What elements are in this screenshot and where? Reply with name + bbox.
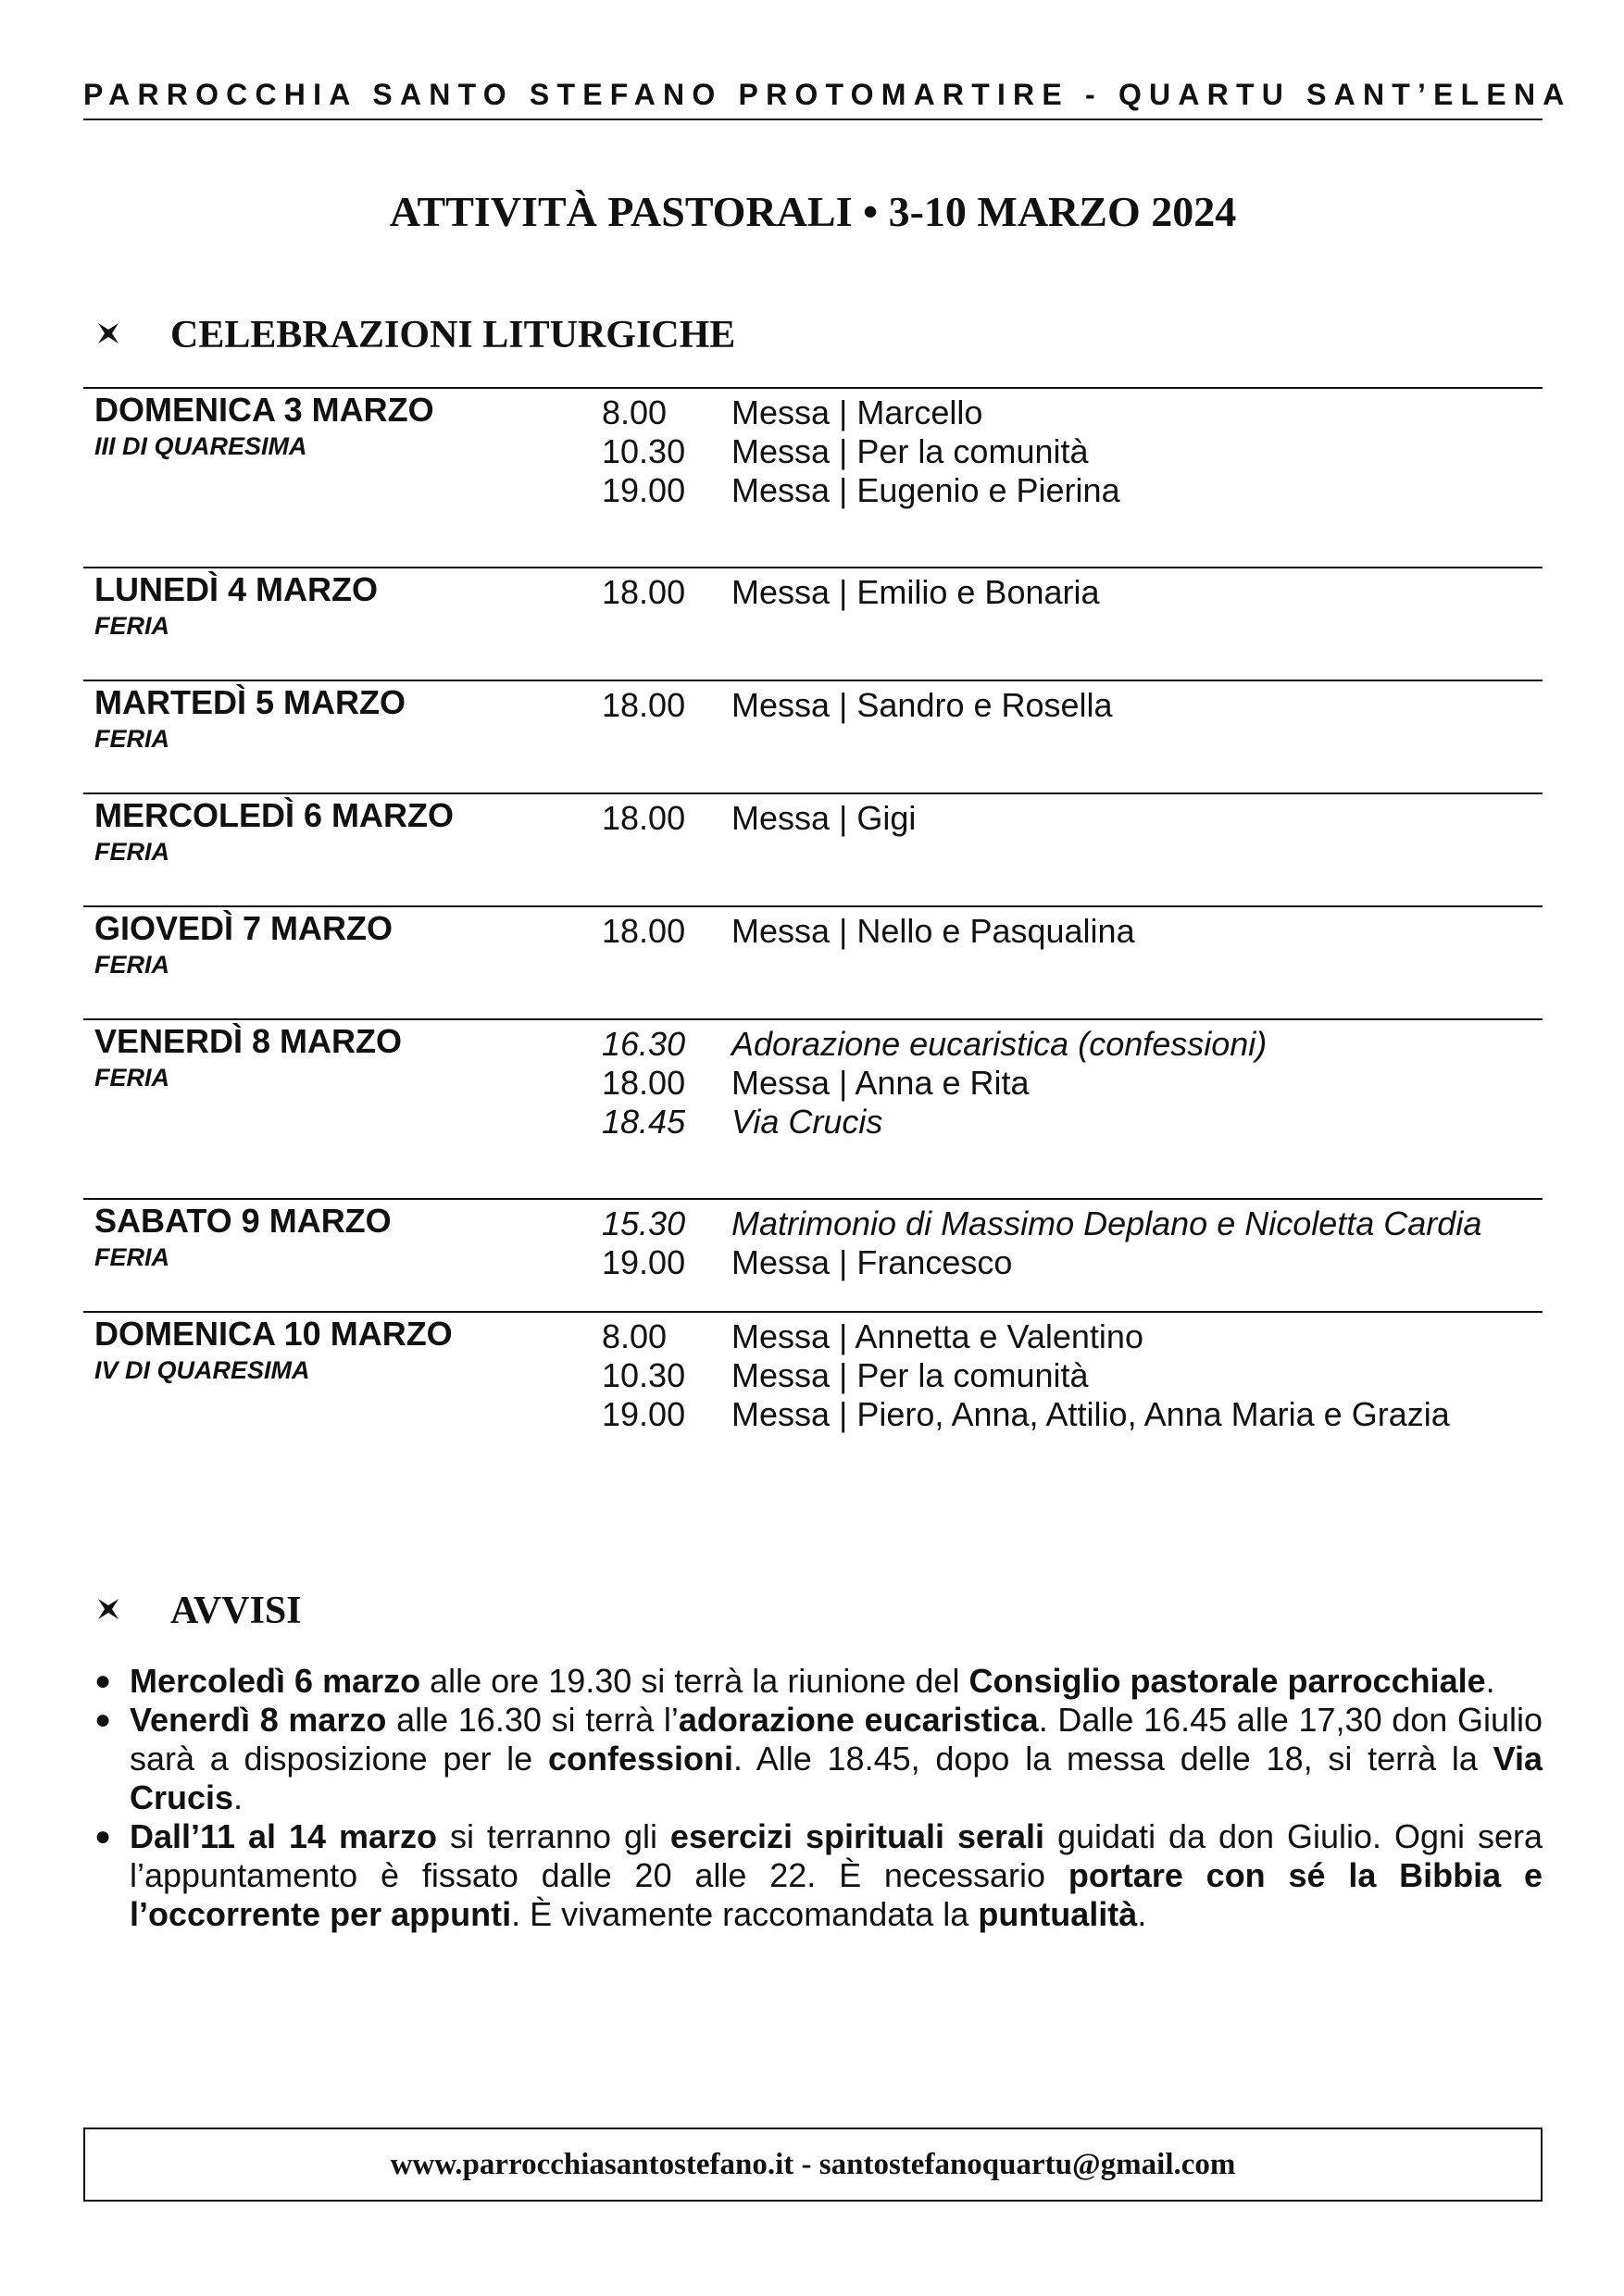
- day-name: LUNEDÌ 4 MARZO: [94, 570, 378, 608]
- notice-text: .: [1485, 1662, 1495, 1700]
- footer-contact: www.parrocchiasantostefano.it - santostefanoquartu@gmail.com: [390, 2147, 1236, 2181]
- notice-emphasis: Dall’11 al 14 marzo: [130, 1817, 438, 1855]
- event-time: 10.30: [602, 1356, 686, 1394]
- event-time: 19.00: [602, 1243, 686, 1281]
- day-name: DOMENICA 10 MARZO: [94, 1315, 453, 1353]
- schedule-event: [83, 1395, 1543, 1434]
- event-time: 19.00: [602, 1395, 686, 1433]
- day-liturgical-note: FERIA: [94, 951, 169, 979]
- schedule-event: [83, 799, 1543, 838]
- event-time: 18.00: [602, 686, 686, 724]
- event-description: Messa | Annetta e Valentino: [731, 1317, 1143, 1355]
- schedule-event: [83, 1356, 1543, 1395]
- schedule-event: [83, 912, 1543, 951]
- day-liturgical-note: FERIA: [94, 1064, 169, 1092]
- schedule-event: [83, 1317, 1543, 1356]
- schedule-day-row: [83, 387, 1543, 509]
- notice-item: [89, 1662, 1543, 1701]
- section-celebrazioni: [96, 313, 735, 357]
- schedule-day-row: [83, 792, 1543, 866]
- cross-pattee-icon: [96, 1597, 124, 1626]
- notice-emphasis: portare con sé la Bibbia e l’occorrente per appunti: [130, 1856, 1543, 1933]
- notice-emphasis: puntualità: [978, 1895, 1138, 1933]
- event-time: 8.00: [602, 393, 668, 431]
- schedule-event: [83, 1204, 1543, 1243]
- event-description: Messa | Sandro e Rosella: [731, 686, 1113, 724]
- header-rule: [83, 119, 1543, 120]
- event-description: Messa | Piero, Anna, Attilio, Anna Maria e Grazia: [731, 1395, 1450, 1433]
- parish-header: PARROCCHIA SANTO STEFANO PROTOMARTIRE - QUARTU SANT’ELENA: [83, 78, 1572, 111]
- event-description: Messa | Per la comunità: [731, 432, 1089, 470]
- event-description: Messa | Marcello: [731, 393, 983, 431]
- event-description: Matrimonio di Massimo Deplano e Nicoletta Cardia: [731, 1204, 1482, 1242]
- schedule-event: [83, 393, 1543, 432]
- day-name: DOMENICA 3 MARZO: [94, 391, 434, 429]
- day-liturgical-note: FERIA: [94, 1243, 169, 1271]
- schedule-day-row: [83, 1018, 1543, 1141]
- event-time: 18.00: [602, 1064, 686, 1102]
- day-name: VENERDÌ 8 MARZO: [94, 1022, 403, 1060]
- day-liturgical-note: FERIA: [94, 838, 169, 866]
- day-liturgical-note: FERIA: [94, 725, 169, 753]
- event-time: 8.00: [602, 1317, 668, 1355]
- event-description: Messa | Nello e Pasqualina: [731, 912, 1135, 950]
- event-time: 18.00: [602, 799, 686, 837]
- notice-text: alle ore 19.30 si terrà la riunione del: [420, 1662, 969, 1700]
- schedule-event: [83, 1064, 1543, 1103]
- bullet-icon: ●: [94, 1704, 112, 1735]
- schedule-event: [83, 471, 1543, 510]
- notice-item: [89, 1817, 1543, 1934]
- day-name: MERCOLEDÌ 6 MARZO: [94, 796, 455, 834]
- notice-text: si terranno gli: [437, 1817, 670, 1855]
- notice-emphasis: Consiglio pastorale parrocchiale: [968, 1662, 1486, 1700]
- day-liturgical-note: IV DI QUARESIMA: [94, 1356, 310, 1384]
- notice-text: . Dalle 16.45 alle 17,30 don Giulio sarà a disposizione per le: [130, 1701, 1543, 1778]
- schedule-day-row: [83, 567, 1543, 640]
- schedule-day-row: [83, 1311, 1543, 1433]
- page-title: ATTIVITÀ PASTORALI • 3-10 MARZO 2024: [389, 188, 1237, 235]
- event-description: Messa | Eugenio e Pierina: [731, 471, 1120, 509]
- schedule-event: [83, 686, 1543, 725]
- day-liturgical-note: FERIA: [94, 612, 169, 640]
- day-name: GIOVEDÌ 7 MARZO: [94, 909, 394, 947]
- bullet-icon: ●: [94, 1666, 112, 1696]
- notice-text: . Alle 18.45, dopo la messa delle 18, si terrà la: [733, 1740, 1493, 1778]
- section-heading: CELEBRAZIONI LITURGICHE: [170, 314, 736, 356]
- notice-text: .: [233, 1778, 244, 1816]
- notice-text: . È vivamente raccomandata la: [511, 1895, 979, 1933]
- event-time: 18.00: [602, 912, 686, 950]
- event-description: Via Crucis: [731, 1103, 883, 1141]
- event-time: 18.00: [602, 573, 686, 611]
- day-liturgical-note: III DI QUARESIMA: [94, 432, 307, 460]
- section-avvisi: [96, 1589, 302, 1633]
- schedule-event: [83, 1025, 1543, 1064]
- notice-emphasis: Venerdì 8 marzo: [130, 1701, 387, 1739]
- notice-text: alle 16.30 si terrà l’: [386, 1701, 679, 1739]
- notices-list: [89, 1662, 1543, 1934]
- schedule-event: [83, 1243, 1543, 1282]
- bullet-icon: ●: [94, 1821, 112, 1852]
- event-time: 18.45: [602, 1103, 686, 1141]
- cross-pattee-icon: [96, 321, 124, 350]
- event-description: Adorazione eucaristica (confessioni): [731, 1025, 1268, 1063]
- schedule-day-row: [83, 680, 1543, 753]
- schedule-event: [83, 432, 1543, 471]
- section-heading: AVVISI: [170, 1590, 302, 1632]
- event-description: Messa | Francesco: [731, 1243, 1013, 1281]
- schedule-day-row: [83, 905, 1543, 979]
- notice-emphasis: Mercoledì 6 marzo: [130, 1662, 421, 1700]
- day-name: MARTEDÌ 5 MARZO: [94, 683, 406, 721]
- event-description: Messa | Per la comunità: [731, 1356, 1089, 1394]
- notice-emphasis: adorazione eucaristica: [678, 1701, 1039, 1739]
- event-description: Messa | Anna e Rita: [731, 1064, 1030, 1102]
- event-description: Messa | Emilio e Bonaria: [731, 573, 1100, 611]
- notice-emphasis: Via Crucis: [130, 1740, 1543, 1816]
- event-time: 16.30: [602, 1025, 686, 1063]
- notice-emphasis: esercizi spirituali serali: [669, 1817, 1045, 1855]
- schedule-day-row: [83, 1198, 1543, 1281]
- event-description: Messa | Gigi: [731, 799, 917, 837]
- notice-text: guidati da don Giulio. Ogni sera l’appuntamento è fissato dalle 20 alle 22. È necessario: [130, 1817, 1543, 1894]
- event-time: 15.30: [602, 1204, 686, 1242]
- schedule-event: [83, 1103, 1543, 1142]
- day-name: SABATO 9 MARZO: [94, 1202, 392, 1240]
- notice-text: .: [1137, 1895, 1147, 1933]
- event-time: 19.00: [602, 471, 686, 509]
- event-time: 10.30: [602, 432, 686, 470]
- schedule-event: [83, 573, 1543, 612]
- notice-item: [89, 1701, 1543, 1817]
- notice-emphasis: confessioni: [547, 1740, 733, 1778]
- footer-contact-box: [83, 2128, 1543, 2202]
